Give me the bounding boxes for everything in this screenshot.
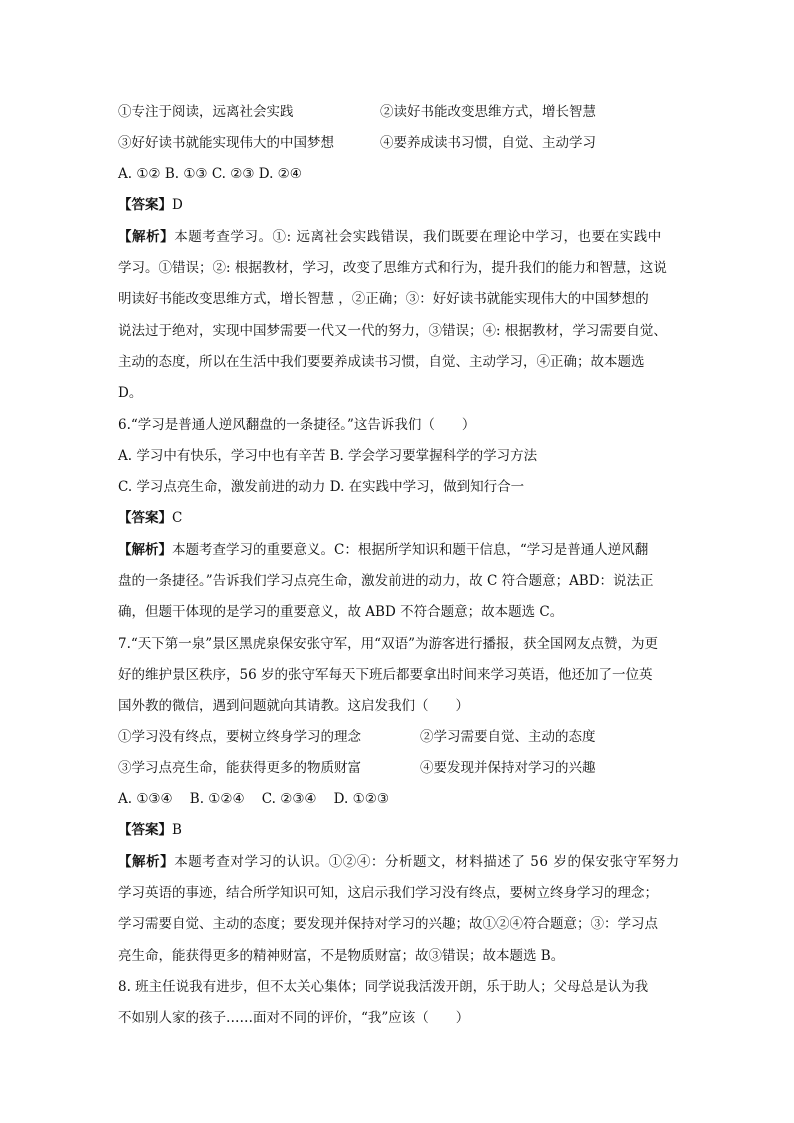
q7-choices: A. ①③④ B. ①②④ C. ②③④ D. ①②③ — [118, 791, 389, 807]
q5-analysis-line-4: 说法过于绝对，实现中国梦需要一代又一代的努力，③错误；④: 根据教材，学习需要自觉、 — [118, 323, 667, 339]
q7-option-2: ②学习需要自觉、主动的态度 — [420, 729, 596, 745]
q7-analysis-line-4: 亮生命，能获得更多的精神财富，不是物质财富；故③错误；故本题选 B。 — [118, 948, 565, 964]
answer-label: 【答案】 — [118, 510, 172, 526]
q6-analysis-line-2: 盘的一条捷径。”告诉我们学习点亮生命，激发前进的动力，故 C 符合题意；ABD：说法正 — [118, 573, 654, 589]
q6-choices-ab: A. 学习中有快乐，学习中也有辛苦 B. 学会学习要掌握科学的学习方法 — [118, 448, 538, 464]
q5-option-2: ②读好书能改变思维方式，增长智慧 — [380, 104, 596, 120]
analysis-text: 本题考查对学习的认识。①②④：分析题文，材料描述了 56 岁的保安张守军努力 — [174, 854, 680, 870]
q5-analysis-line-1 — [118, 227, 662, 247]
q5-answer — [118, 195, 183, 215]
q5-options-row-1 — [118, 102, 678, 122]
q7-options-row-1 — [118, 727, 678, 747]
analysis-label: 【解析】 — [118, 229, 175, 245]
analysis-text: 本题考查学习的重要意义。C：根据所学知识和题干信息，“学习是普通人逆风翻 — [172, 542, 649, 558]
q7-answer — [118, 820, 182, 840]
q7-stem-line-3: 国外教的微信，遇到问题就向其请教。这启发我们（ ） — [118, 698, 469, 714]
q5-analysis-line-3: 明读好书能改变思维方式，增长智慧 ，②正确；③：好好读书就能实现伟大的中国梦想的 — [118, 291, 649, 307]
q5-option-4: ④要养成读书习惯，自觉、主动学习 — [380, 135, 596, 151]
q7-option-3: ③学习点亮生命，能获得更多的物质财富 — [118, 760, 361, 776]
q5-analysis-line-5: 主动的态度，所以在生活中我们要要养成读书习惯，自觉、主动学习，④正确；故本题选 — [118, 354, 645, 370]
answer-value: B — [172, 822, 182, 838]
analysis-label: 【解析】 — [118, 854, 175, 870]
q6-stem: 6.“学习是普通人逆风翻盘的一条捷径。”这告诉我们（ ） — [118, 417, 476, 433]
q7-stem-line-2: 好的维护景区秩序，56 岁的张守军每天下班后都要拿出时间来学习英语，他还加了一位英 — [118, 667, 653, 683]
q7-analysis-line-3: 学习需要自觉、主动的态度；要发现并保持对学习的兴趣；故①②④符合题意；③：学习点 — [118, 916, 658, 932]
q6-answer — [118, 508, 182, 528]
q7-option-1: ①学习没有终点，要树立终身学习的理念 — [118, 729, 361, 745]
q5-analysis-line-6: D。 — [118, 385, 143, 401]
answer-value: D — [172, 197, 183, 213]
q7-option-4: ④要发现并保持对学习的兴趣 — [420, 760, 596, 776]
analysis-label: 【解析】 — [118, 542, 172, 558]
q5-option-3: ③好好读书就能实现伟大的中国梦想 — [118, 135, 334, 151]
q6-choices-cd: C. 学习点亮生命，激发前进的动力 D. 在实践中学习，做到知行合一 — [118, 479, 525, 495]
q8-stem-line-1: 8. 班主任说我有进步，但不太关心集体；同学说我活泼开朗，乐于助人；父母总是认为我 — [118, 979, 649, 995]
answer-value: C — [172, 510, 183, 526]
q7-options-row-2 — [118, 758, 678, 778]
q5-analysis-line-2: 学习。①错误；②: 根据教材，学习，改变了思维方式和行为，提升我们的能力和智慧，这说 — [118, 260, 667, 276]
answer-label: 【答案】 — [118, 197, 172, 213]
analysis-text: 本题考查学习。①: 远离社会实践错误，我们既要在理论中学习，也要在实践中 — [174, 229, 662, 245]
q6-analysis-line-3: 确，但题干体现的是学习的重要意义，故 ABD 不符合题意；故本题选 C。 — [118, 604, 564, 620]
q7-stem-line-1: 7.“天下第一泉”景区黑虎泉保安张守军，用“双语”为游客进行播报，获全国网友点赞，为更 — [118, 636, 658, 652]
q8-stem-line-2: 不如别人家的孩子……面对不同的评价，“我”应该（ ） — [118, 1010, 470, 1026]
answer-label: 【答案】 — [118, 822, 172, 838]
q5-option-1: ①专注于阅读，远离社会实践 — [118, 104, 294, 120]
q7-analysis-line-2: 学习英语的事迹，结合所学知识可知，这启示我们学习没有终点，要树立终身学习的理念； — [118, 885, 658, 901]
q7-analysis-line-1 — [118, 852, 680, 872]
q6-analysis-line-1 — [118, 540, 648, 560]
q5-choices: A. ①② B. ①③ C. ②③ D. ②④ — [118, 166, 302, 182]
q5-options-row-2 — [118, 133, 678, 153]
